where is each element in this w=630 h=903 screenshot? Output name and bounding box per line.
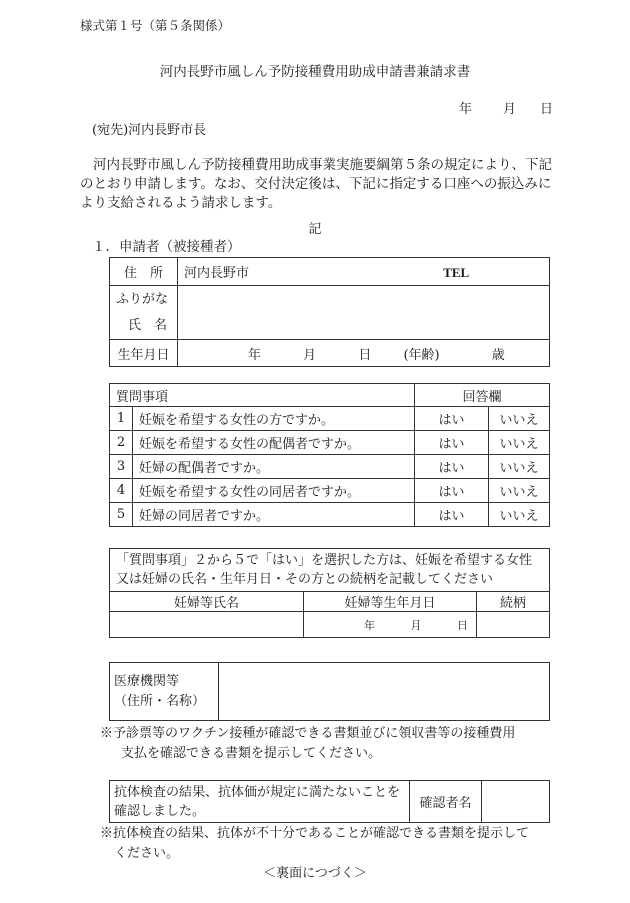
note-vaccine-line-2: 支払を確認できる書類を提示してください。 bbox=[121, 746, 382, 761]
address-cell[interactable] bbox=[178, 258, 550, 286]
question-text: 妊娠を希望する女性の方ですか。 bbox=[133, 407, 415, 431]
question-text: 妊娠を希望する女性の配偶者ですか。 bbox=[133, 431, 415, 455]
answer-yes[interactable]: はい bbox=[415, 479, 489, 503]
applicant-table bbox=[109, 257, 550, 367]
pregnant-birth-year: 年 bbox=[364, 618, 375, 632]
name-label: 氏 名 bbox=[128, 317, 168, 333]
answer-yes[interactable]: はい bbox=[415, 455, 489, 479]
intro-line-2: のとおり申請します。なお、交付決定後は、下記に指定する口座への振込みに bbox=[80, 176, 552, 192]
question-number: 4 bbox=[110, 479, 133, 503]
date-month: 月 bbox=[503, 102, 517, 117]
question-number: 1 bbox=[110, 407, 133, 431]
age-unit: 歳 bbox=[491, 347, 505, 363]
name-label-cell bbox=[110, 286, 178, 340]
col-pregnant-birth: 妊婦等生年月日 bbox=[304, 592, 477, 612]
pregnant-note-line-2: 又は妊婦の氏名・生年月日・その方との続柄を記載してください bbox=[116, 572, 494, 587]
addressee: (宛先)河内長野市長 bbox=[92, 123, 207, 138]
name-input[interactable] bbox=[178, 286, 550, 340]
answer-no[interactable]: いいえ bbox=[489, 455, 550, 479]
birth-day: 日 bbox=[358, 347, 372, 363]
medical-label-line-1: 医療機関等 bbox=[114, 673, 180, 689]
pregnant-name-input[interactable] bbox=[110, 612, 304, 638]
intro-line-1: 河内長野市風しん予防接種費用助成事業実施要綱第５条の規定により、下記 bbox=[93, 157, 552, 173]
birth-month: 月 bbox=[303, 347, 317, 363]
answer-no[interactable]: いいえ bbox=[489, 503, 550, 527]
pregnant-birth-input[interactable] bbox=[304, 612, 477, 638]
address-value: 河内長野市 bbox=[184, 266, 250, 281]
antibody-text-line-2: 確認しました。 bbox=[114, 803, 206, 819]
answer-yes[interactable]: はい bbox=[415, 503, 489, 527]
pregnant-birth-day: 日 bbox=[457, 618, 468, 632]
question-text: 妊婦の配偶者ですか。 bbox=[133, 455, 415, 479]
answer-no[interactable]: いいえ bbox=[489, 407, 550, 431]
pregnant-birth-month: 月 bbox=[410, 618, 422, 632]
continue-note: ＜裏面につづく＞ bbox=[263, 866, 367, 881]
medical-label-line-2: （住所・名称） bbox=[114, 693, 206, 709]
intro-line-3: より支給されるよう請求します。 bbox=[80, 195, 282, 211]
pregnant-table bbox=[109, 548, 550, 638]
page-title: 河内長野市風しん予防接種費用助成申請書兼請求書 bbox=[159, 64, 471, 80]
header-question: 質問事項 bbox=[110, 384, 415, 407]
answer-no[interactable]: いいえ bbox=[489, 431, 550, 455]
note-vaccine-line-1: ※予診票等のワクチン接種が確認できる書類並びに領収書等の接種費用 bbox=[100, 726, 516, 741]
date-day: 日 bbox=[540, 102, 554, 117]
question-text: 妊娠を希望する女性の同居者ですか。 bbox=[133, 479, 415, 503]
furigana-label: ふりがな bbox=[116, 291, 169, 307]
col-pregnant-name: 妊婦等氏名 bbox=[110, 592, 304, 612]
note-antibody-line-2: ください。 bbox=[114, 846, 180, 861]
question-number: 2 bbox=[110, 431, 133, 455]
medical-input[interactable] bbox=[219, 663, 550, 721]
question-number: 5 bbox=[110, 503, 133, 527]
medical-label-cell bbox=[110, 663, 219, 721]
note-vaccine bbox=[100, 724, 515, 764]
birth-date-cell[interactable] bbox=[178, 340, 550, 367]
birth-year: 年 bbox=[248, 347, 262, 363]
ki-mark: 記 bbox=[308, 222, 322, 237]
address-label: 住 所 bbox=[110, 258, 178, 286]
col-relation: 続柄 bbox=[477, 592, 550, 612]
pregnant-note-line-1: 「質問事項」２から５で「はい」を選択した方は、妊娠を希望する女性 bbox=[116, 553, 533, 568]
tel-label: TEL bbox=[443, 265, 470, 280]
answer-yes[interactable]: はい bbox=[415, 431, 489, 455]
answer-no[interactable]: いいえ bbox=[489, 479, 550, 503]
header-answer: 回答欄 bbox=[415, 384, 550, 407]
section1-title: １．申請者（被接種者） bbox=[92, 239, 241, 255]
date-year: 年 bbox=[459, 102, 473, 117]
medical-table bbox=[109, 662, 550, 721]
birth-label: 生年月日 bbox=[110, 340, 178, 367]
age-label: (年齢) bbox=[403, 347, 440, 363]
antibody-text-line-1: 抗体検査の結果、抗体価が規定に満たないことを bbox=[114, 784, 401, 800]
confirmer-input[interactable] bbox=[482, 781, 550, 823]
question-table bbox=[109, 383, 550, 527]
antibody-text-cell bbox=[110, 781, 410, 823]
form-number: 様式第１号（第５条関係） bbox=[80, 18, 231, 33]
intro-paragraph bbox=[80, 156, 550, 213]
question-number: 3 bbox=[110, 455, 133, 479]
pregnant-note-cell bbox=[110, 549, 550, 592]
relation-input[interactable] bbox=[477, 612, 550, 638]
antibody-table bbox=[109, 780, 550, 823]
confirmer-label: 確認者名 bbox=[410, 781, 482, 823]
note-antibody-line-1: ※抗体検査の結果、抗体が不十分であることが確認できる書類を提示して bbox=[100, 826, 530, 841]
note-antibody bbox=[100, 824, 529, 864]
answer-yes[interactable]: はい bbox=[415, 407, 489, 431]
question-text: 妊婦の同居者ですか。 bbox=[133, 503, 415, 527]
